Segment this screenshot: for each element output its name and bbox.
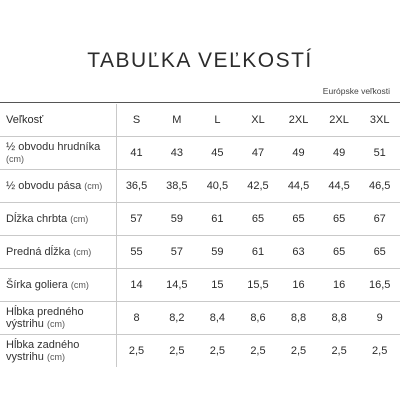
table-cell: 2,5 <box>359 335 400 368</box>
table-cell: 65 <box>359 236 400 269</box>
table-cell: 41 <box>116 137 157 170</box>
table-cell: 8,2 <box>157 302 198 335</box>
table-cell: 59 <box>197 236 238 269</box>
table-cell: 15,5 <box>238 269 279 302</box>
measurement-unit: (cm) <box>70 280 89 290</box>
page-title: TABUĽKA VEĽKOSTÍ <box>87 49 313 72</box>
table-cell: 2,5 <box>197 335 238 368</box>
table-cell: 44,5 <box>319 170 360 203</box>
column-header-size: 2XL <box>329 114 349 126</box>
table-cell: 61 <box>197 203 238 236</box>
column-header-size: S <box>132 114 141 126</box>
table-row <box>0 269 400 302</box>
measurement-name: Predná dĺžka <box>6 246 71 258</box>
table-cell: 8 <box>116 302 157 335</box>
measurement-name: ½ obvodu pása <box>6 180 82 192</box>
table-cell: 9 <box>359 302 400 335</box>
table-cell: 43 <box>157 137 198 170</box>
measurement-unit: (cm) <box>73 247 92 257</box>
table-cell: 55 <box>116 236 157 269</box>
table-cell: 16 <box>278 269 319 302</box>
column-header-size: XL <box>251 114 265 126</box>
column-header-size-label: Veľkosť <box>0 104 116 137</box>
measurement-unit: (cm) <box>6 154 24 164</box>
row-label <box>0 269 116 302</box>
table-cell: 59 <box>157 203 198 236</box>
table-header-row <box>0 104 400 137</box>
table-cell: 2,5 <box>116 335 157 368</box>
measurement-unit: (cm) <box>46 352 65 362</box>
table-cell: 2,5 <box>319 335 360 368</box>
table-cell: 8,4 <box>197 302 238 335</box>
table-cell: 49 <box>319 137 360 170</box>
measurement-name: ½ obvodu hrudníka <box>6 141 101 153</box>
table-cell: 16,5 <box>359 269 400 302</box>
measurement-unit: (cm) <box>84 181 103 191</box>
table-cell: 2,5 <box>238 335 279 368</box>
table-cell: 14 <box>116 269 157 302</box>
table-cell: 67 <box>359 203 400 236</box>
table-cell: 2,5 <box>157 335 198 368</box>
table-cell: 61 <box>238 236 279 269</box>
table-cell: 42,5 <box>238 170 279 203</box>
measurement-unit: (cm) <box>46 319 65 329</box>
table-row <box>0 236 400 269</box>
table-cell: 49 <box>278 137 319 170</box>
table-cell: 8,8 <box>319 302 360 335</box>
table-cell: 65 <box>278 203 319 236</box>
column-header-size: M <box>172 114 182 126</box>
table-row <box>0 335 400 368</box>
row-label <box>0 203 116 236</box>
table-cell: 65 <box>319 236 360 269</box>
measurement-name: Dĺžka chrbta <box>6 213 68 225</box>
table-row <box>0 203 400 236</box>
column-header-size: L <box>214 114 221 126</box>
table-cell: 40,5 <box>197 170 238 203</box>
table-cell: 57 <box>116 203 157 236</box>
table-cell: 2,5 <box>278 335 319 368</box>
measurement-name: Hĺbka predného výstrihu <box>6 306 84 330</box>
table-row <box>0 302 400 335</box>
measurement-unit: (cm) <box>70 214 89 224</box>
column-header-size: 3XL <box>369 114 390 126</box>
row-label <box>0 137 116 170</box>
table-cell: 8,8 <box>278 302 319 335</box>
table-cell: 45 <box>197 137 238 170</box>
measurement-name: Šírka goliera <box>6 279 68 291</box>
table-cell: 46,5 <box>359 170 400 203</box>
table-cell: 38,5 <box>157 170 198 203</box>
table-cell: 63 <box>278 236 319 269</box>
row-label <box>0 236 116 269</box>
subtitle: Európske veľkosti <box>322 86 390 96</box>
size-table <box>0 104 400 367</box>
column-header-size: 2XL <box>288 114 309 126</box>
measurement-name: Hĺbka zadného vystrihu <box>6 339 80 363</box>
row-label <box>0 335 116 368</box>
row-label <box>0 302 116 335</box>
row-label <box>0 170 116 203</box>
table-cell: 47 <box>238 137 279 170</box>
table-cell: 14,5 <box>157 269 198 302</box>
table-cell: 65 <box>319 203 360 236</box>
table-row <box>0 137 400 170</box>
table-cell: 44,5 <box>278 170 319 203</box>
table-cell: 57 <box>157 236 198 269</box>
table-cell: 51 <box>359 137 400 170</box>
header-divider <box>0 102 400 103</box>
table-cell: 36,5 <box>116 170 157 203</box>
table-cell: 65 <box>238 203 279 236</box>
table-cell: 15 <box>197 269 238 302</box>
table-cell: 8,6 <box>238 302 279 335</box>
table-cell: 16 <box>319 269 360 302</box>
table-row <box>0 170 400 203</box>
